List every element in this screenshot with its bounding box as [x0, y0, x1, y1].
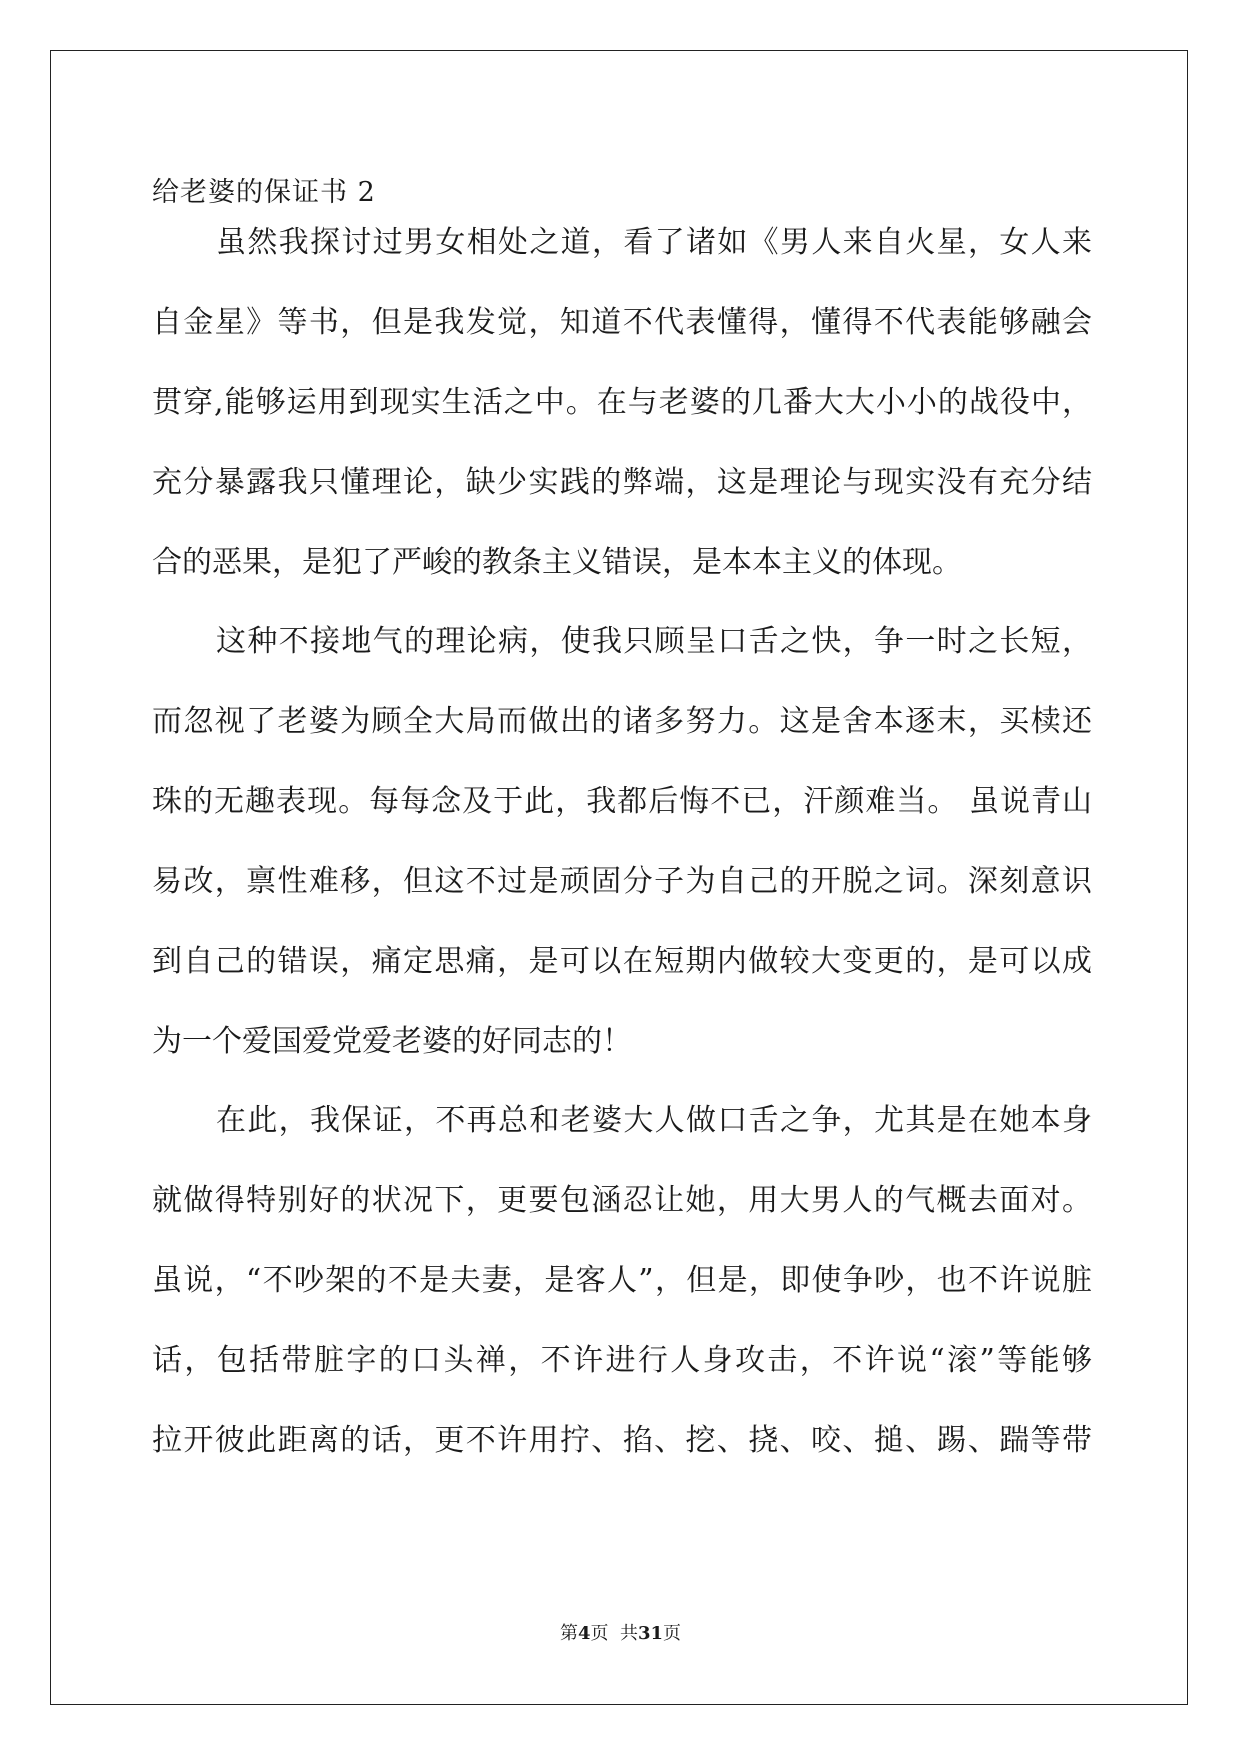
paragraph-2-line-1: 这种不接地气的理论病，使我只顾呈口舌之快，争一时之长短，	[216, 624, 1092, 659]
footer-page-total: 31	[637, 1623, 664, 1644]
paragraph-1-line-4: 充分暴露我只懂理论，缺少实践的弊端，这是理论与现实没有充分结	[152, 465, 1092, 500]
paragraph-2-line-4: 易改，禀性难移，但这不过是顽固分子为自己的开脱之词。深刻意识	[152, 864, 1092, 899]
footer-page-mid: 页 共	[590, 1623, 638, 1644]
paragraph-3-line-3: 虽说，“不吵架的不是夫妻，是客人”，但是，即使争吵，也不许说脏	[152, 1263, 1092, 1298]
footer-page-prefix: 第	[559, 1623, 578, 1644]
paragraph-2-line-6: 为一个爱国爱党爱老婆的好同志的！	[152, 1024, 632, 1059]
paragraph-2-line-3: 珠的无趣表现。每每念及于此，我都后悔不已，汗颜难当。 虽说青山	[152, 784, 1092, 819]
paragraph-1-line-5: 合的恶果，是犯了严峻的教条主义错误，是本本主义的体现。	[152, 545, 962, 580]
page-footer	[0, 1622, 1241, 1646]
paragraph-2-line-2: 而忽视了老婆为顾全大局而做出的诸多努力。这是舍本逐末，买椟还	[152, 704, 1092, 739]
paragraph-1-line-3: 贯穿,能够运用到现实生活之中。在与老婆的几番大大小小的战役中，	[152, 385, 1092, 420]
document-title: 给老婆的保证书 2	[152, 177, 376, 208]
paragraph-1-line-1: 虽然我探讨过男女相处之道，看了诸如《男人来自火星，女人来	[216, 225, 1092, 260]
footer-page-number: 4	[577, 1623, 591, 1644]
paragraph-2-line-5: 到自己的错误，痛定思痛，是可以在短期内做较大变更的，是可以成	[152, 944, 1092, 979]
paragraph-3-line-2: 就做得特别好的状况下，更要包涵忍让她，用大男人的气概去面对。	[152, 1183, 1092, 1218]
paragraph-3-line-1: 在此，我保证，不再总和老婆大人做口舌之争，尤其是在她本身	[216, 1103, 1092, 1138]
paragraph-3-line-4: 话，包括带脏字的口头禅，不许进行人身攻击，不许说“滚”等能够	[152, 1343, 1092, 1378]
paragraph-3-line-5: 拉开彼此距离的话，更不许用拧、掐、挖、挠、咬、搥、踢、踹等带	[152, 1423, 1092, 1458]
paragraph-1-line-2: 自金星》等书，但是我发觉，知道不代表懂得，懂得不代表能够融会	[152, 305, 1092, 340]
footer-page-suffix: 页	[663, 1623, 682, 1644]
